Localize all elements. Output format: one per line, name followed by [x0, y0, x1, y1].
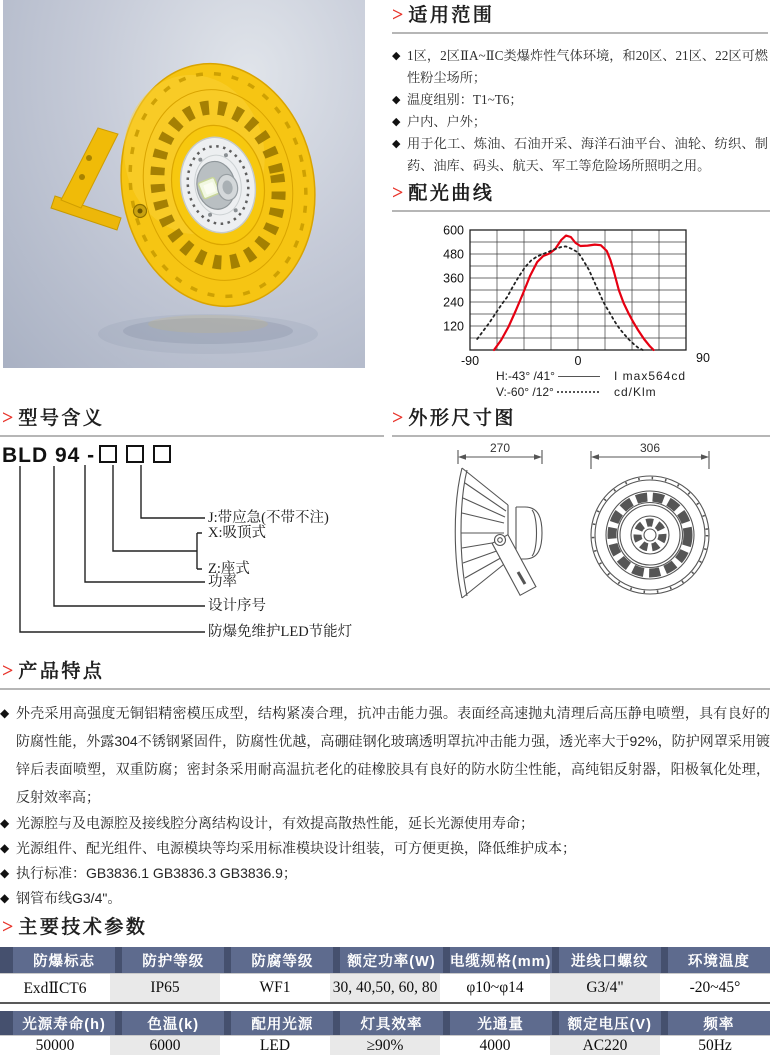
- legend-h-label: H:-43° /41°: [496, 369, 555, 383]
- model-box-3: [153, 445, 171, 463]
- svg-text:600: 600: [443, 223, 464, 238]
- features-section: [0, 658, 770, 911]
- dimensions-section: [392, 405, 770, 455]
- bullet-diamond-icon: ◆: [0, 706, 10, 720]
- bullet-text: 温度组别：T1~T6；: [407, 92, 523, 107]
- tech-params-table-1: [0, 947, 770, 1004]
- table-value-row: [0, 1035, 770, 1055]
- table-header-row: [0, 947, 770, 973]
- product-photo: [3, 0, 365, 368]
- photometric-chart: [420, 216, 740, 368]
- table-value-row: [0, 973, 770, 1004]
- svg-text:-90: -90: [460, 354, 480, 368]
- legend-dotted-line-sample: [557, 391, 599, 393]
- chart-annotations: [614, 368, 686, 400]
- bullet-diamond-icon: ◆: [392, 138, 401, 150]
- svg-text:360: 360: [443, 271, 464, 286]
- section-rule: [392, 210, 770, 212]
- front-width-dim-label: 306: [639, 441, 661, 455]
- param-header-cell: 防爆标志: [13, 947, 115, 973]
- bullet-text: 1区，2区ⅡA~ⅡC类爆炸性气体环境，和20区、21区、22区可燃性粉尘场所；: [407, 48, 768, 85]
- application-item: [392, 111, 768, 133]
- bullet-diamond-icon: ◆: [0, 866, 10, 880]
- mounting-bracket: [51, 128, 121, 230]
- application-title-text: 适用范围: [408, 5, 495, 26]
- model-box-1: [99, 445, 117, 463]
- chart-legend: [496, 368, 600, 400]
- front-view-drawing: [591, 451, 709, 594]
- param-header-cell: 额定功率(W): [340, 947, 442, 973]
- param-value-cell: 4000: [479, 1037, 511, 1054]
- model-label-x: X:吸顶式: [208, 525, 266, 541]
- legend-entry-h: [496, 368, 600, 384]
- features-title-text: 产品特点: [18, 661, 105, 682]
- param-value-cell: AC220: [550, 1036, 660, 1055]
- photometric-section: [392, 180, 770, 404]
- bullet-diamond-icon: ◆: [0, 841, 10, 855]
- model-diagram-lines: [0, 404, 384, 652]
- imax-annotation: I max564cd: [614, 369, 687, 383]
- feature-item: [0, 699, 770, 811]
- application-section-title: [392, 2, 768, 29]
- bullet-text: 钢管布线G3/4"。: [16, 890, 122, 906]
- bullet-diamond-icon: ◆: [0, 891, 10, 905]
- param-value-cell: 30, 40,50, 60, 80: [330, 974, 440, 1002]
- legend-v-label: V:-60° /12°: [496, 385, 554, 399]
- param-value-cell: IP65: [110, 974, 220, 1002]
- application-item: [392, 133, 768, 177]
- model-label-j: J:带应急(不带不注): [208, 510, 329, 526]
- model-title-text: 型号含义: [18, 408, 105, 429]
- photometric-title-text: 配光曲线: [408, 183, 495, 204]
- svg-text:90: 90: [696, 351, 710, 365]
- section-rule: [392, 435, 770, 437]
- feature-item: [0, 811, 770, 836]
- tech-params-table-2: [0, 1011, 770, 1055]
- bullet-text: 外壳采用高强度无铜铝精密模压成型，结构紧凑合理，抗冲击能力强。表面经高速抛丸清理后高压静电喷塑，具有良好的防腐性能，外露304不锈钢紧固件，防腐性优越，高硼硅钢化玻璃透明罩抗冲击能力强，透光率大于92%，防护网罩采用镀锌后表面喷塑，双重防腐；密封条采用耐高温抗老化的硅橡胶具有良好的防水防尘性能，高纯铝反射器，阳极氧化处理，反射效率高；: [16, 705, 770, 805]
- photometric-section-title: [392, 180, 770, 207]
- model-label-base: 防爆免维护LED节能灯: [208, 624, 353, 640]
- param-value-cell: WF1: [259, 979, 291, 996]
- bullet-text: 光源组件、配光组件、电源模块等均采用标准模块设计组装，可方便更换，降低维护成本；: [16, 840, 576, 856]
- dimensions-section-title: [392, 405, 770, 432]
- unit-annotation: cd/Klm: [614, 385, 657, 399]
- param-value-cell: ExdⅡCT6: [23, 979, 87, 997]
- param-header-cell: 电缆规格(mm): [450, 947, 552, 973]
- application-section: [392, 2, 768, 177]
- photo-reflection: [98, 314, 318, 354]
- param-header-cell: 环境温度: [668, 947, 770, 973]
- feature-item: [0, 861, 770, 886]
- features-bullet-list: [0, 699, 770, 911]
- bullet-diamond-icon: ◆: [392, 116, 401, 128]
- param-value-cell: LED: [259, 1037, 291, 1054]
- bullet-diamond-icon: ◆: [0, 816, 10, 830]
- svg-text:240: 240: [443, 295, 464, 310]
- section-marker-icon: >: [2, 660, 14, 682]
- bullet-text: 执行标准：GB3836.1 GB3836.3 GB3836.9；: [16, 865, 297, 881]
- side-width-dim-label: 270: [489, 441, 511, 455]
- svg-text:120: 120: [443, 319, 464, 334]
- feature-item: [0, 886, 770, 911]
- param-value-cell: 6000: [110, 1036, 220, 1055]
- param-header-cell: 额定电压(V): [559, 1011, 661, 1035]
- svg-text:0: 0: [574, 354, 582, 368]
- application-bullet-list: [392, 45, 768, 177]
- bullet-text: 用于化工、炼油、石油开采、海洋石油平台、油轮、纺织、制药、油库、码头、航天、军工等危险场所照明之用。: [407, 136, 768, 173]
- param-value-cell: ≥90%: [330, 1036, 440, 1055]
- section-rule: [392, 32, 768, 34]
- param-header-cell: 频率: [668, 1011, 770, 1035]
- model-label-series: 设计序号: [208, 598, 266, 614]
- param-value-cell: 50Hz: [698, 1037, 732, 1054]
- model-label-power: 功率: [208, 574, 237, 590]
- feature-item: [0, 836, 770, 861]
- param-header-cell: 防腐等级: [231, 947, 333, 973]
- param-value-cell: 50000: [35, 1037, 75, 1054]
- param-header-cell: 光通量: [450, 1011, 552, 1035]
- param-header-cell: 防护等级: [122, 947, 224, 973]
- section-marker-icon: >: [2, 916, 14, 938]
- section-marker-icon: >: [392, 4, 404, 26]
- application-item: [392, 45, 768, 89]
- application-item: [392, 89, 768, 111]
- param-header-cell: 灯具效率: [340, 1011, 442, 1035]
- model-code: [2, 444, 171, 468]
- legend-entry-v: [496, 384, 600, 400]
- param-value-cell: G3/4": [550, 974, 660, 1002]
- svg-text:480: 480: [443, 247, 464, 262]
- model-meaning-section: [0, 405, 384, 652]
- section-marker-icon: >: [392, 182, 404, 204]
- parameters-title-text: 主要技术参数: [18, 917, 148, 938]
- param-header-cell: 色温(k): [122, 1011, 224, 1035]
- pivot-bolt: [134, 205, 147, 218]
- features-section-title: [0, 658, 770, 685]
- legend-solid-line-sample: [558, 376, 600, 377]
- bullet-diamond-icon: ◆: [392, 94, 401, 106]
- bullet-text: 户内、户外；: [407, 114, 487, 129]
- parameters-section: [0, 914, 770, 1055]
- table-header-row: [0, 1011, 770, 1035]
- dimensions-title-text: 外形尺寸图: [408, 408, 516, 429]
- parameters-section-title: [0, 914, 770, 941]
- model-label-z: Z:座式: [208, 561, 250, 577]
- section-marker-icon: >: [2, 407, 14, 429]
- product-photo-illustration: [3, 0, 365, 368]
- bullet-text: 光源腔与及电源腔及接线腔分离结构设计，有效提高散热性能，延长光源使用寿命；: [16, 815, 534, 831]
- param-value-cell: φ10~φ14: [466, 979, 524, 996]
- section-rule: [0, 688, 770, 690]
- param-header-cell: 进线口螺纹: [559, 947, 661, 973]
- model-code-text: BLD 94 -: [2, 444, 96, 467]
- section-marker-icon: >: [392, 407, 404, 429]
- model-box-2: [126, 445, 144, 463]
- side-view-drawing: [455, 450, 542, 598]
- bullet-diamond-icon: ◆: [392, 50, 401, 62]
- param-value-cell: -20~45°: [689, 979, 741, 996]
- param-header-cell: 配用光源: [231, 1011, 333, 1035]
- param-header-cell: 光源寿命(h): [13, 1011, 115, 1035]
- model-diagram: [0, 437, 384, 652]
- dimension-drawings: [392, 441, 770, 606]
- lamp-body: [102, 48, 333, 322]
